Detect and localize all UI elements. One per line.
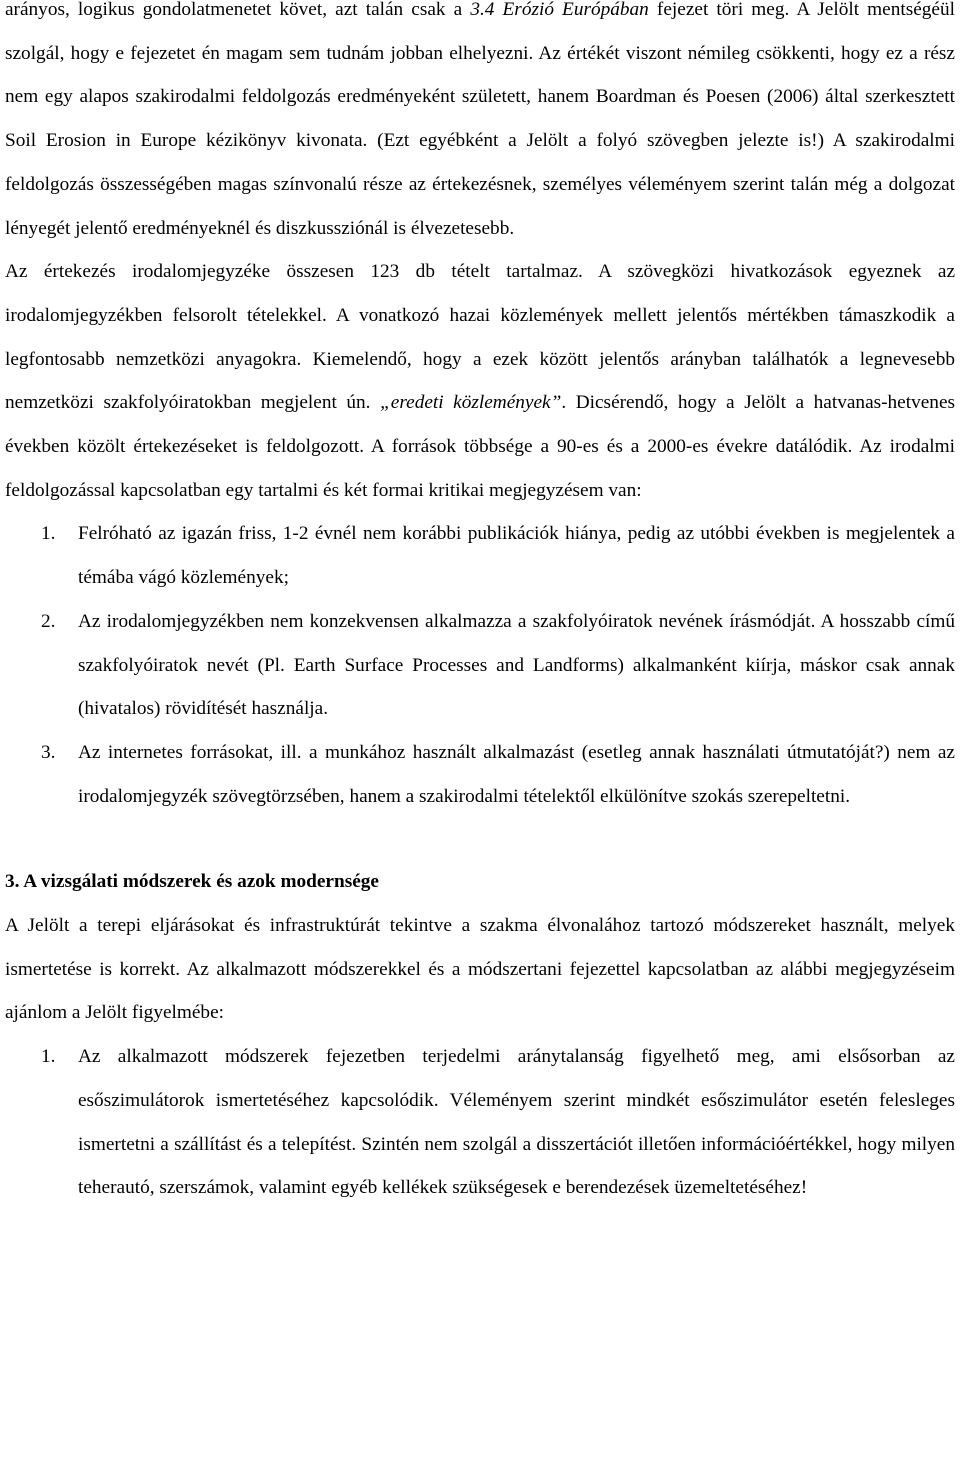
list-item-text: Az irodalomjegyzékben nem konzekvensen alkalmazza a szakfolyóiratok nevének írásmódját. A hosszabb című szakfolyóiratok nevét (Pl. Earth Surface Processes and Landforms) alkalmanként kiírja, máskor csak annak (hivatalos) rövidítését használja.: [78, 610, 955, 720]
paragraph-literature-review: [5, 0, 955, 250]
list-item: [5, 512, 955, 599]
list-item: [5, 1035, 955, 1210]
paragraph-methods-intro: A Jelölt a terepi eljárásokat és infrastruktúrát tekintve a szakma élvonalához tartozó módszereket használt, melyek ismertetése is korrekt. Az alkalmazott módszerekkel és a módszertani fejezettel kapcsolatban az alábbi megjegyzéseim ajánlom a Jelölt figyelmébe:: [5, 915, 955, 1024]
list-item: [5, 600, 955, 731]
text-run: fejezet töri meg. A Jelölt mentségéül szolgál, hogy e fejezetet én magam sem tudnám jobban elhelyezni. Az értékét viszont némileg csökkenti, hogy ez a rész nem egy alapos szakirodalmi feldolgozás eredményeként született, hanem Boardman és Poesen (2006) által szerkesztett Soil Erosion in Europe kézikönyv kivonata. (Ezt egyébként a Jelölt a folyó szövegben jelezte is!) A szakirodalmi feldolgozás összességében magas színvonalú része az értekezésnek, személyes véleményem szerint talán még a dolgozat lényegét jelentő eredményeknél és diszkussziónál is élvezetesebb.: [5, 0, 955, 239]
list-item-text: Az internetes forrásokat, ill. a munkához használt alkalmazást (esetleg annak használati útmutatóját?) nem az irodalomjegyzék szövegtörzsében, hanem a szakirodalmi tételektől elkülönítve szokás szerepeltetni.: [78, 741, 955, 807]
section-heading: 3. A vizsgálati módszerek és azok modernsége: [5, 871, 379, 893]
text-run: Az értekezés irodalomjegyzéke összesen 123 db tételt tartalmaz. A szövegközi hivatkozások egyeznek az irodalomjegyzékben felsorolt tételekkel. A vonatkozó hazai közlemények mellett jelentős mértékben támaszkodik a legfontosabb nemzetközi anyagokra. Kiemelendő, hogy a ezek között jelentős arányban találhatók a legnevesebb nemzetközi szakfolyóiratokban megjelent ún.: [5, 261, 955, 414]
list-item-text: Az alkalmazott módszerek fejezetben terjedelmi aránytalanság figyelhető meg, ami elsősorban az esőszimulátorok ismertetéséhez kapcsolódik. Véleményem szerint mindkét esőszimulátor esetén felesleges ismertetni a szállítást és a telepítést. Szintén nem szolgál a disszertációt illetően információértékkel, hogy milyen teherautó, szerszámok, valamint egyéb kellékek szükségesek e berendezések üzemeltetéséhez!: [78, 1046, 955, 1199]
list-item: [5, 731, 955, 818]
critique-list: [5, 512, 955, 818]
list-number: 2.: [41, 610, 56, 632]
methods-critique-list: [5, 1035, 955, 1210]
quoted-term: „eredeti közlemények”: [380, 392, 562, 414]
list-item-text: Felróható az igazán friss, 1-2 évnél nem korábbi publikációk hiánya, pedig az utóbbi években is megjelentek a témába vágó közlemények;: [78, 523, 955, 589]
list-number: 1.: [41, 1046, 56, 1068]
chapter-reference: 3.4 Erózió Európában: [470, 0, 649, 20]
list-number: 1.: [41, 523, 56, 545]
paragraph-bibliography: [5, 250, 955, 512]
text-run: . Dicsérendő, hogy a Jelölt a hatvanas-hetvenes években közölt értekezéseket is feldolgozott. A források többsége a 90-es és a 2000-es évekre datálódik. Az irodalmi feldolgozással kapcsolatban egy tartalmi és két formai kritikai megjegyzésem van:: [5, 392, 956, 501]
list-number: 3.: [41, 741, 56, 763]
section-gap: [5, 818, 955, 860]
document-page: [5, 0, 955, 1210]
text-run: arányos, logikus gondolatmenetet követ, azt talán csak a: [5, 0, 471, 20]
